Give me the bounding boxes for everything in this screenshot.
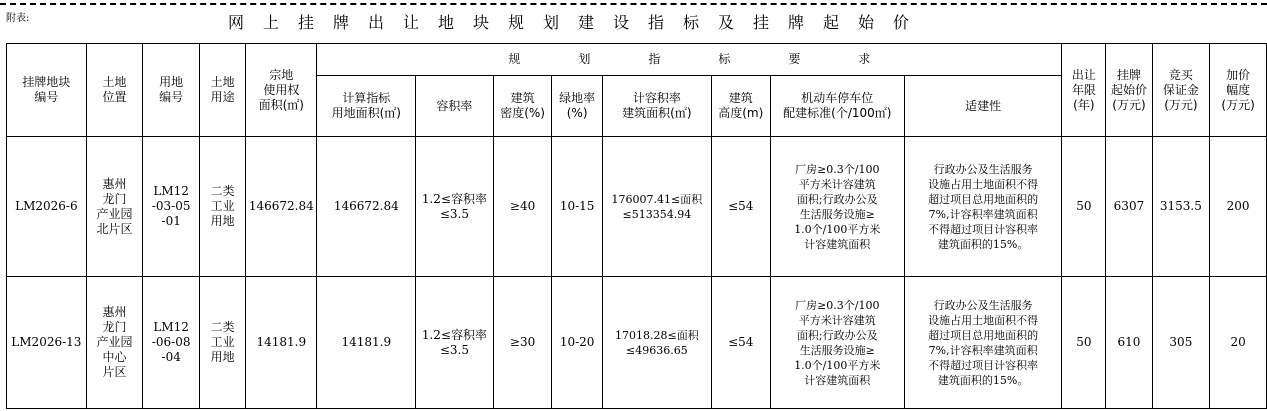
cell-term: 50 <box>1062 137 1106 277</box>
table-row <box>7 137 1267 277</box>
cell-term: 50 <box>1062 277 1106 409</box>
header-start-price: 挂牌 起始价 (万元) <box>1106 44 1152 137</box>
cell-far-area: 176007.41≤面积 ≤513354.94 <box>602 137 711 277</box>
cell-parcel-id: LM2026-13 <box>7 277 87 409</box>
cell-land-area: 14181.9 <box>246 277 317 409</box>
header-green: 绿地率 (%) <box>552 76 602 137</box>
top-dashed-rule <box>0 3 1267 5</box>
cell-height: ≤54 <box>711 137 770 277</box>
cell-land-code: LM12 -06-08 -04 <box>143 277 200 409</box>
cell-far: 1.2≤容积率 ≤3.5 <box>416 277 494 409</box>
cell-far-area: 17018.28≤面积 ≤49636.65 <box>602 277 711 409</box>
cell-green: 10-20 <box>552 277 602 409</box>
header-density: 建筑 密度(%) <box>493 76 552 137</box>
cell-start-price: 610 <box>1106 277 1152 409</box>
header-suitability: 适建性 <box>904 76 1061 137</box>
header-land-use: 土地 用途 <box>200 44 246 137</box>
cell-land-use: 二类 工业 用地 <box>200 277 246 409</box>
cell-start-price: 6307 <box>1106 137 1152 277</box>
parcel-table <box>6 43 1267 409</box>
document-title: 网上挂牌出让地块规划建设指标及挂牌起始价 <box>228 13 929 32</box>
cell-location: 惠州 龙门 产业园 中心 片区 <box>86 277 143 409</box>
cell-calc-area: 146672.84 <box>317 137 416 277</box>
header-parcel-id: 挂牌地块 编号 <box>7 44 87 137</box>
header-planning-group: 规划指标要求 <box>317 44 1062 76</box>
cell-suitability: 行政办公及生活服务 设施占用土地面积不得 超过项目总用地面积的 7%,计容积率建筑面积 不得超过项目计容积率 建筑面积的15%。 <box>904 277 1061 409</box>
cell-land-code: LM12 -03-05 -01 <box>143 137 200 277</box>
cell-location: 惠州 龙门 产业园 北片区 <box>86 137 143 277</box>
cell-far: 1.2≤容积率 ≤3.5 <box>416 137 494 277</box>
header-term: 出让 年限 (年) <box>1062 44 1106 137</box>
header-deposit: 竞买 保证金 (万元) <box>1152 44 1210 137</box>
cell-parking: 厂房≥0.3个/100 平方米计容建筑 面积;行政办公及 生活服务设施≥ 1.0个/100平方米 计容建筑面积 <box>770 137 904 277</box>
cell-calc-area: 14181.9 <box>317 277 416 409</box>
cell-land-use: 二类 工业 用地 <box>200 137 246 277</box>
cell-density: ≥30 <box>493 277 552 409</box>
cell-land-area: 146672.84 <box>246 137 317 277</box>
header-increment: 加价 幅度 (万元) <box>1210 44 1267 137</box>
header-parking: 机动车停车位 配建标准(个/100㎡) <box>770 76 904 137</box>
table-row <box>7 277 1267 409</box>
cell-green: 10-15 <box>552 137 602 277</box>
header-far-area: 计容积率 建筑面积(㎡) <box>602 76 711 137</box>
header-height: 建筑 高度(m) <box>711 76 770 137</box>
header-location: 土地 位置 <box>86 44 143 137</box>
cell-parking: 厂房≥0.3个/100 平方米计容建筑 面积;行政办公及 生活服务设施≥ 1.0个/100平方米 计容建筑面积 <box>770 277 904 409</box>
cell-suitability: 行政办公及生活服务 设施占用土地面积不得 超过项目总用地面积的 7%,计容积率建筑面积 不得超过项目计容积率 建筑面积的15%。 <box>904 137 1061 277</box>
header-far: 容积率 <box>416 76 494 137</box>
header-land-area: 宗地 使用权 面积(㎡) <box>246 44 317 137</box>
cell-increment: 20 <box>1210 277 1267 409</box>
appendix-note: 附表: <box>6 13 30 24</box>
cell-deposit: 3153.5 <box>1152 137 1210 277</box>
cell-density: ≥40 <box>493 137 552 277</box>
cell-height: ≤54 <box>711 277 770 409</box>
cell-increment: 200 <box>1210 137 1267 277</box>
cell-deposit: 305 <box>1152 277 1210 409</box>
header-land-code: 用地 编号 <box>143 44 200 137</box>
cell-parcel-id: LM2026-6 <box>7 137 87 277</box>
header-calc-area: 计算指标 用地面积(㎡) <box>317 76 416 137</box>
